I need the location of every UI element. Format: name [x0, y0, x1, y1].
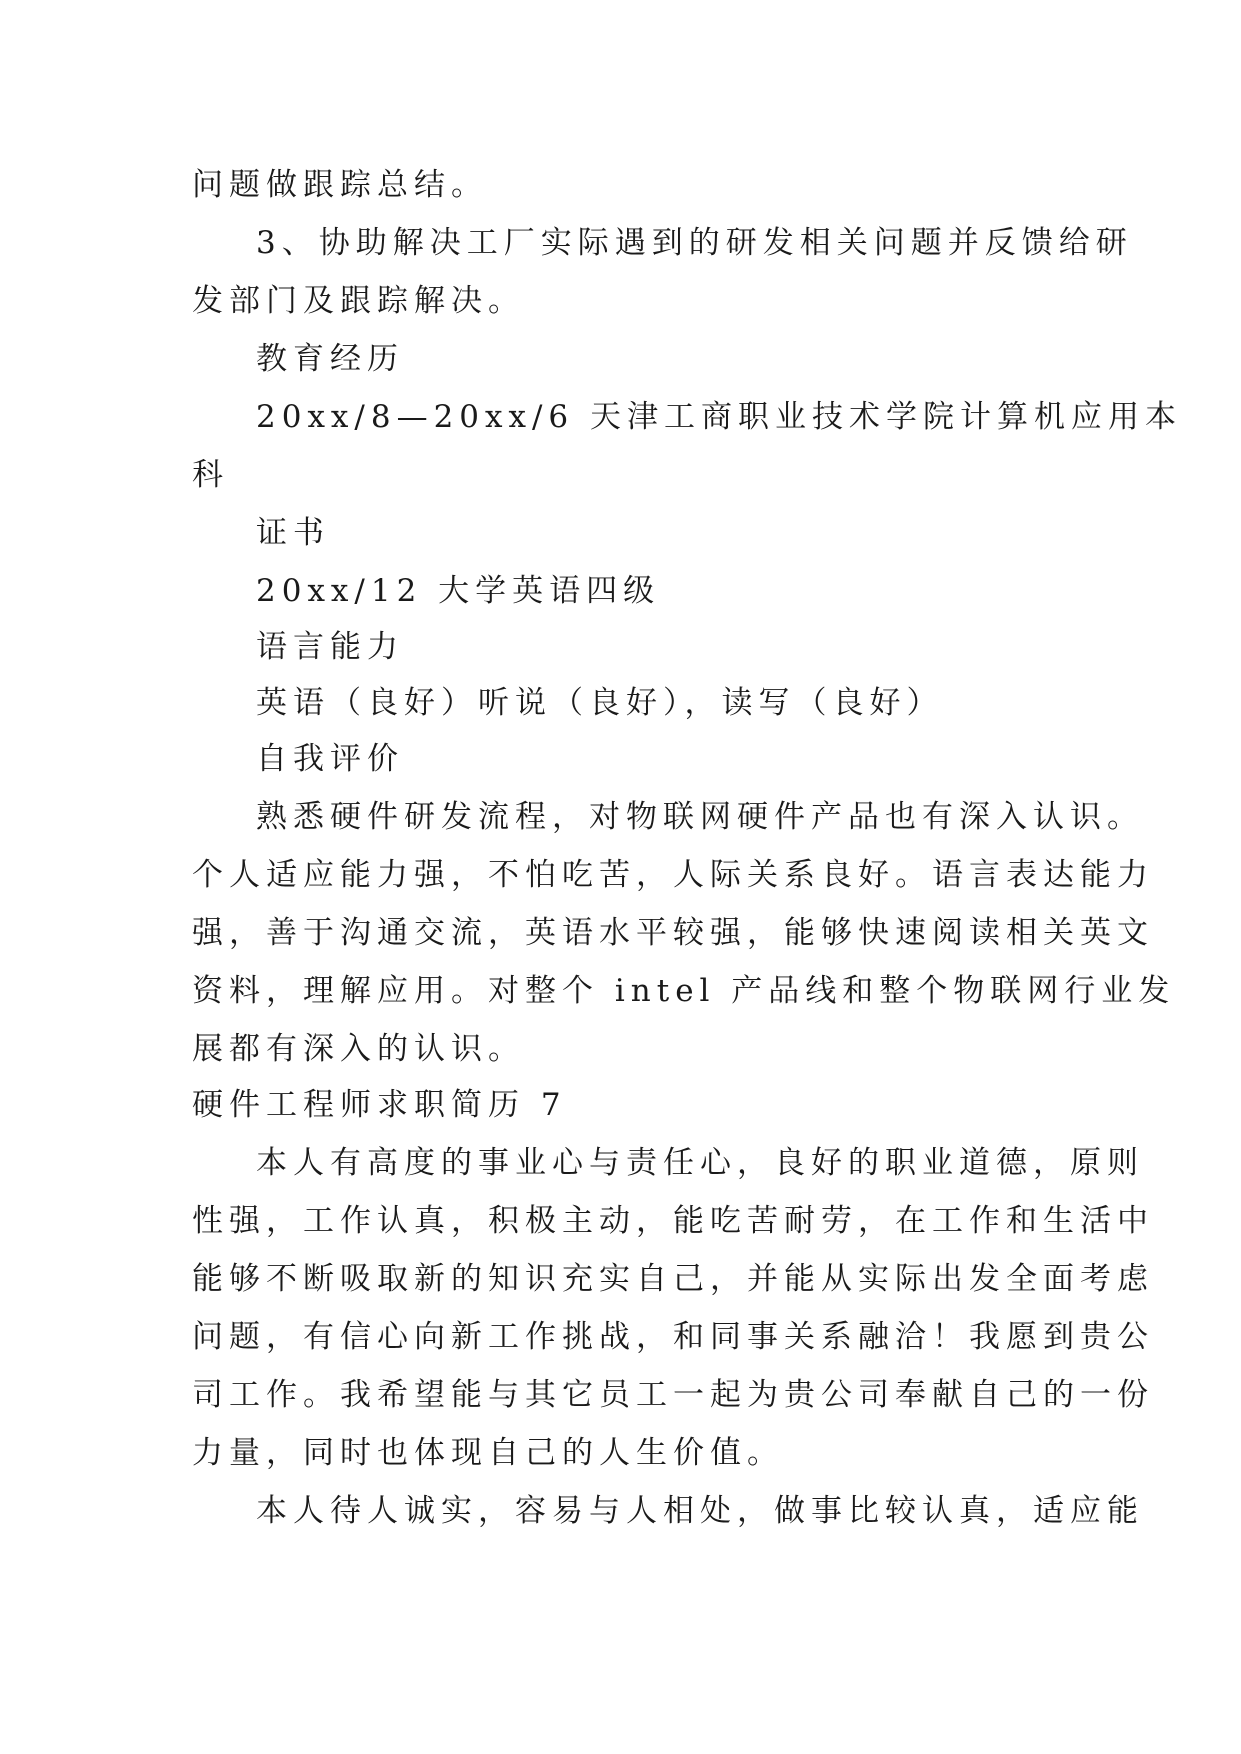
paragraph-line: 英语（良好）听说（良好），读写（良好）	[256, 685, 944, 721]
paragraph-line: 科	[192, 457, 229, 493]
paragraph-line: 本人有高度的事业心与责任心，良好的职业道德，原则	[256, 1145, 1144, 1181]
section-heading-language: 语言能力	[256, 629, 404, 665]
paragraph-line: 发部门及跟踪解决。	[192, 283, 525, 319]
paragraph-line: 能够不断吸取新的知识充实自己，并能从实际出发全面考虑	[192, 1261, 1154, 1297]
paragraph-line: 问题做跟踪总结。	[192, 167, 488, 203]
paragraph-line: 本人待人诚实，容易与人相处，做事比较认真，适应能	[256, 1493, 1144, 1529]
paragraph-line: 熟悉硬件研发流程，对物联网硬件产品也有深入认识。	[256, 799, 1144, 835]
section-title: 硬件工程师求职简历 7	[192, 1087, 567, 1123]
paragraph-line: 展都有深入的认识。	[192, 1031, 525, 1067]
paragraph-line: 20xx/8—20xx/6 天津工商职业技术学院计算机应用本	[256, 399, 1183, 435]
paragraph-line: 强，善于沟通交流，英语水平较强，能够快速阅读相关英文	[192, 915, 1154, 951]
paragraph-line: 资料，理解应用。对整个 intel 产品线和整个物联网行业发	[192, 973, 1176, 1009]
paragraph-line: 20xx/12 大学英语四级	[256, 573, 661, 609]
section-heading-certificates: 证书	[256, 515, 330, 551]
paragraph-line: 力量，同时也体现自己的人生价值。	[192, 1435, 784, 1471]
paragraph-line: 司工作。我希望能与其它员工一起为贵公司奉献自己的一份	[192, 1377, 1154, 1413]
section-heading-self-evaluation: 自我评价	[256, 741, 404, 777]
paragraph-line: 个人适应能力强，不怕吃苦，人际关系良好。语言表达能力	[192, 857, 1154, 893]
paragraph-line: 性强，工作认真，积极主动，能吃苦耐劳，在工作和生活中	[192, 1203, 1154, 1239]
paragraph-line: 问题，有信心向新工作挑战，和同事关系融洽！我愿到贵公	[192, 1319, 1154, 1355]
paragraph-line: 3、协助解决工厂实际遇到的研发相关问题并反馈给研	[256, 225, 1133, 261]
section-heading-education: 教育经历	[256, 341, 404, 377]
